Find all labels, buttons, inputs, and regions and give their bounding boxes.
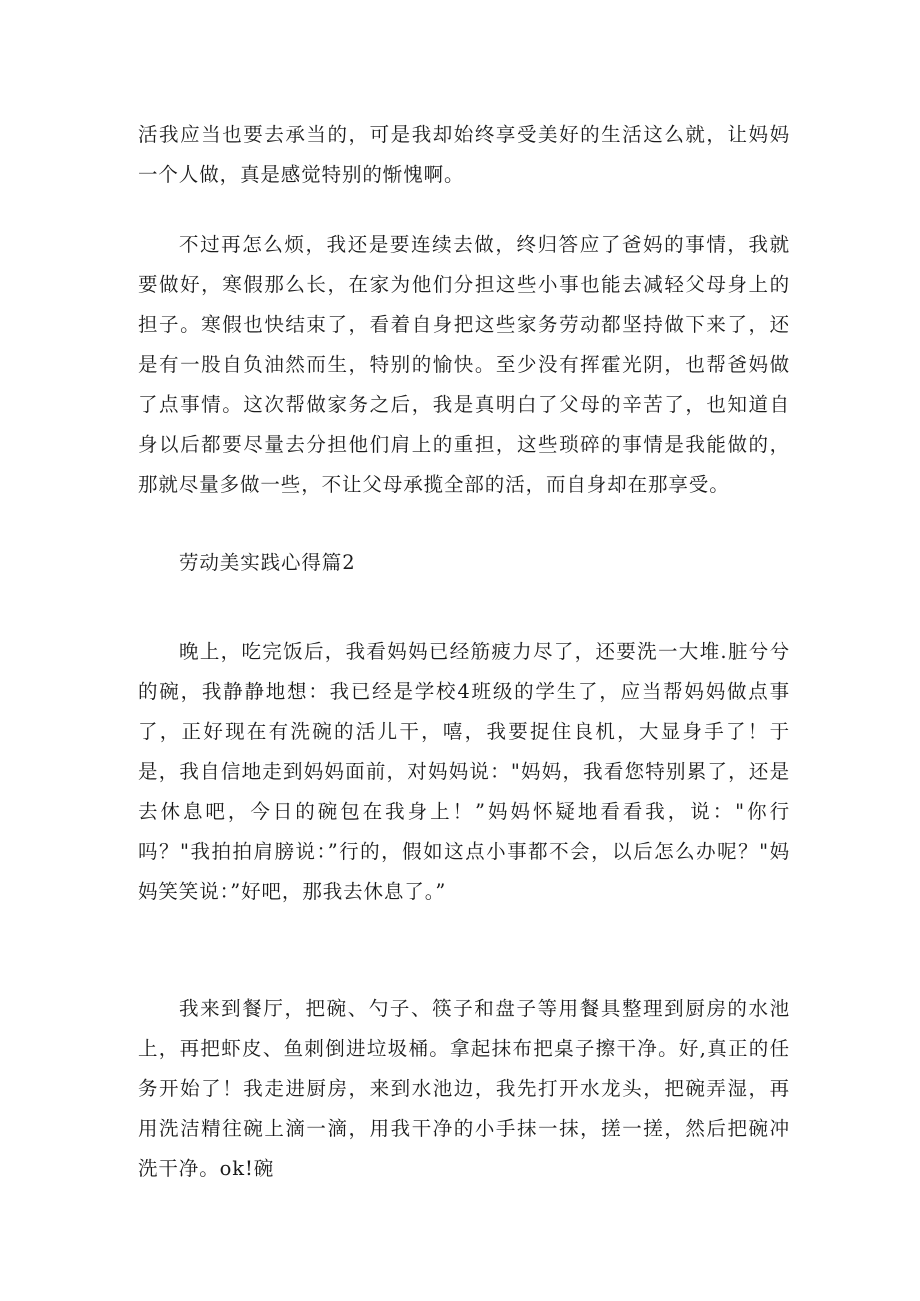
paragraph-washing-dishes: 我来到餐厅，把碗、勺子、筷子和盘子等用餐具整理到厨房的水池上，再把虾皮、鱼刺倒进垃圾桶。拿起抹布把桌子擦干净。好,真正的任务开始了！我走进厨房，来到水池边，我先打开水龙头，把碗弄湿，再用洗洁精往碗上滴一滴，用我干净的小手抹一抹，搓一搓，然后把碗冲洗干净。ok!碗 [138, 997, 790, 1180]
paragraph-continuation: 活我应当也要去承当的，可是我却始终享受美好的生活这么就，让妈妈一个人做，真是感觉特别的惭愧啊。 [138, 123, 790, 186]
paragraph-housework-reflection: 不过再怎么烦，我还是要连续去做，终归答应了爸妈的事情，我就要做好，寒假那么长，在家为他们分担这些小事也能去减轻父母身上的担子。寒假也快结束了，看着自身把这些家务劳动都坚持做下来了，还是有一股自负油然而生，特别的愉快。至少没有挥霍光阴，也帮爸妈做了点事情。这次帮做家务之后，我是真明白了父母的辛苦了，也知道自身以后都要尽量去分担他们肩上的重担，这些琐碎的事情是我能做的，那就尽量多做一些，不让父母承揽全部的活，而自身却在那享受。 [138, 233, 790, 496]
paragraph-dinner-dishes: 晚上，吃完饭后，我看妈妈已经筋疲力尽了，还要洗一大堆.脏兮兮的碗，我静静地想：我已经是学校4班级的学生了，应当帮妈妈做点事了，正好现在有洗碗的活儿干，嘻，我要捉住良机，大显身手了！于是，我自信地走到妈妈面前，对妈妈说："妈妈，我看您特别累了，还是去休息吧，今日的碗包在我身上！”妈妈怀疑地看看我，说："你行吗？"我拍拍肩膀说：”行的，假如这点小事都不会，以后怎么办呢？"妈妈笑笑说：”好吧，那我去休息了。” [138, 640, 790, 903]
section-heading: 劳动美实践心得篇2 [179, 551, 356, 574]
